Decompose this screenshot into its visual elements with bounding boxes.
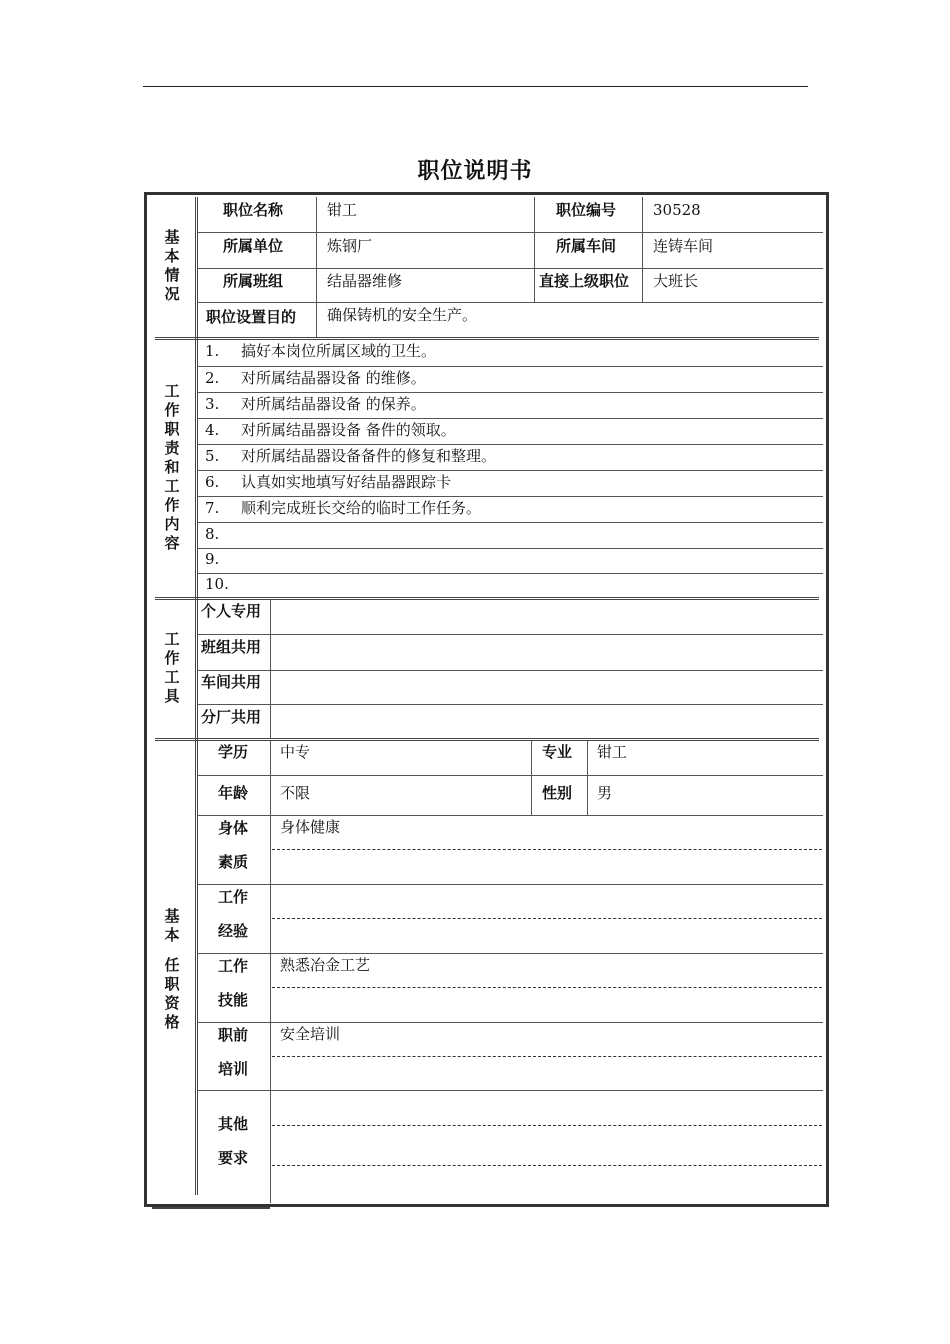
duty-text: 认真如实地填写好结晶器跟踪卡 [241, 473, 452, 491]
unit-value: 炼钢厂 [327, 237, 373, 255]
physical-label-a: 身体 [218, 819, 249, 837]
dashed-rule [272, 849, 822, 850]
duty-number: 6. [205, 473, 220, 491]
row-border [197, 1022, 823, 1023]
row-border [197, 704, 823, 705]
row-border [197, 366, 823, 367]
workshop-value: 连铸车间 [653, 237, 714, 255]
section-divider [155, 597, 819, 600]
col-border [534, 197, 535, 302]
dashed-rule [272, 987, 822, 988]
job-code-value: 30528 [653, 201, 701, 219]
col-border [270, 741, 271, 1203]
training-value: 安全培训 [280, 1025, 341, 1043]
row-border [197, 232, 823, 233]
row-border [197, 470, 823, 471]
duty-number: 7. [205, 499, 220, 517]
skills-label-a: 工作 [218, 957, 249, 975]
duty-item [205, 397, 426, 412]
duty-item [205, 423, 456, 438]
other-label-a: 其他 [218, 1115, 249, 1133]
duty-text: 对所属结晶器设备 备件的领取。 [241, 421, 456, 439]
dashed-rule [272, 1056, 822, 1057]
duty-item [205, 475, 451, 490]
purpose-label: 职位设置目的 [206, 308, 297, 326]
row-border [197, 884, 823, 885]
duty-text: 顺利完成班长交给的临时工作任务。 [241, 499, 482, 517]
duty-text: 对所属结晶器设备 的保养。 [241, 395, 426, 413]
row-border [197, 444, 823, 445]
team-value: 结晶器维修 [327, 272, 403, 290]
col-border [587, 741, 588, 815]
tool-label-branch: 分厂共用 [201, 708, 262, 726]
duty-number: 5. [205, 447, 220, 465]
row-border [197, 548, 823, 549]
dashed-rule [272, 918, 822, 919]
row-border [197, 522, 823, 523]
job-title-value: 钳工 [327, 201, 358, 219]
workshop-label: 所属车间 [556, 237, 617, 255]
education-label: 学历 [218, 743, 249, 761]
section-divider [155, 738, 819, 741]
tool-label-personal: 个人专用 [201, 602, 262, 620]
row-border [197, 815, 823, 816]
duty-item [205, 501, 481, 516]
duty-number: 4. [205, 421, 220, 439]
duty-text: 对所属结晶器设备 的维修。 [241, 369, 426, 387]
training-label-b: 培训 [218, 1060, 249, 1078]
education-value: 中专 [280, 743, 311, 761]
duty-number: 8. [205, 525, 220, 543]
duty-number: 1. [205, 342, 220, 360]
section-label-qualifications-2: 任职资格 [164, 956, 180, 1031]
col-border [316, 197, 317, 337]
row-border [197, 573, 823, 574]
duty-text: 对所属结晶器设备备件的修复和整理。 [241, 447, 497, 465]
row-border [197, 302, 823, 303]
section-label-duties: 工作职责和工作内容 [164, 382, 180, 552]
row-border [197, 1090, 823, 1091]
team-label: 所属班组 [223, 272, 284, 290]
dashed-rule [272, 1125, 822, 1126]
col-border [642, 197, 643, 302]
col-border [270, 600, 271, 738]
row-border [197, 953, 823, 954]
row-border [197, 496, 823, 497]
age-value: 不限 [280, 784, 311, 802]
duty-number: 9. [205, 550, 220, 568]
row-border [197, 418, 823, 419]
duty-text: 搞好本岗位所属区域的卫生。 [241, 342, 437, 360]
gender-label: 性别 [542, 784, 573, 802]
duty-number: 3. [205, 395, 220, 413]
other-label-b: 要求 [218, 1149, 249, 1167]
supervisor-value: 大班长 [653, 272, 699, 290]
section-divider [155, 337, 819, 340]
document-title: 职位说明书 [417, 159, 533, 184]
duty-item [205, 527, 241, 542]
section-label-basic-info: 基本情况 [164, 228, 180, 303]
physical-value: 身体健康 [280, 818, 341, 836]
row-border [197, 634, 823, 635]
section-label-qualifications-1: 基本 [164, 907, 180, 944]
experience-label-b: 经验 [218, 922, 249, 940]
major-value: 钳工 [597, 743, 628, 761]
gender-value: 男 [597, 784, 613, 802]
header-rule [143, 86, 808, 87]
training-label-a: 职前 [218, 1026, 249, 1044]
row-border [197, 670, 823, 671]
duty-number: 10. [205, 575, 229, 593]
duty-item [205, 577, 241, 592]
bottom-left-rule [152, 1207, 270, 1209]
row-border [197, 268, 823, 269]
label-column-border [195, 197, 198, 1195]
section-label-tools: 工作工具 [164, 630, 180, 705]
skills-value: 熟悉冶金工艺 [280, 956, 371, 974]
age-label: 年龄 [218, 784, 249, 802]
purpose-value: 确保铸机的安全生产。 [327, 306, 478, 324]
row-border [197, 392, 823, 393]
supervisor-label: 直接上级职位 [539, 272, 630, 290]
duty-item [205, 344, 436, 359]
unit-label: 所属单位 [223, 237, 284, 255]
tool-label-team: 班组共用 [201, 638, 262, 656]
major-label: 专业 [542, 743, 573, 761]
experience-label-a: 工作 [218, 888, 249, 906]
duty-item [205, 552, 241, 567]
job-code-label: 职位编号 [556, 201, 617, 219]
row-border [197, 775, 823, 776]
job-title-label: 职位名称 [223, 201, 284, 219]
dashed-rule [272, 1165, 822, 1166]
duty-item [205, 449, 496, 464]
col-border [531, 741, 532, 815]
duty-number: 2. [205, 369, 220, 387]
physical-label-b: 素质 [218, 853, 249, 871]
duty-item [205, 371, 426, 386]
skills-label-b: 技能 [218, 991, 249, 1009]
tool-label-workshop: 车间共用 [201, 673, 262, 691]
